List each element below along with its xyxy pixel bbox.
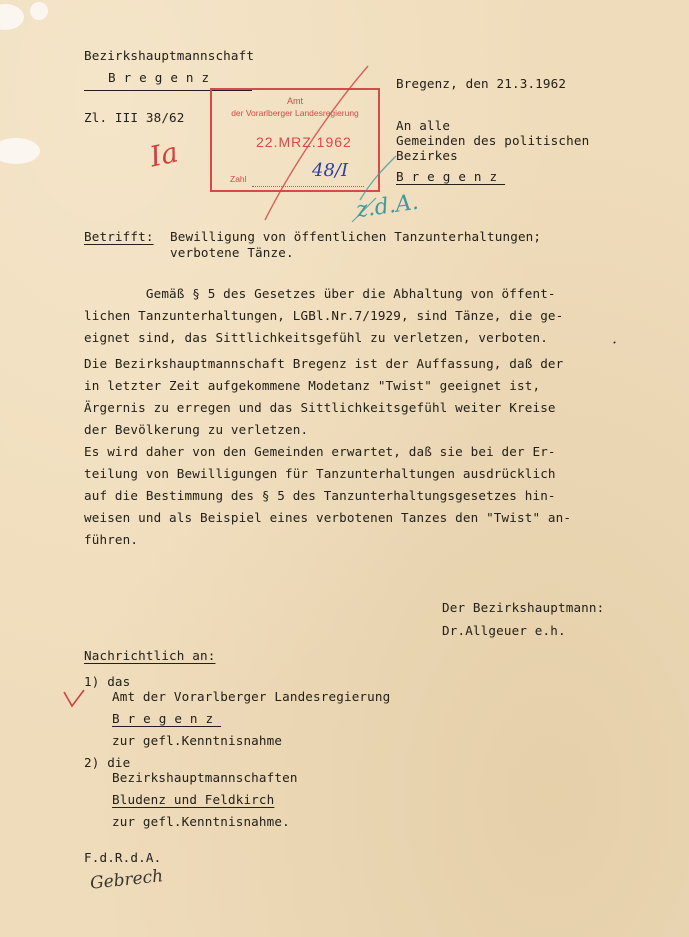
sender-office: Bezirkshauptmannschaft — [84, 48, 255, 63]
copy-2-places: Bludenz und Feldkirch — [112, 792, 275, 807]
copy-1-city: Bregenz — [112, 711, 222, 726]
stamp-office: Amt — [286, 96, 303, 106]
body-line: in letzter Zeit aufgekommene Modetanz "Twist" geeignet ist, — [84, 378, 541, 393]
recipient-line2: Gemeinden des politischen — [396, 133, 590, 148]
body-line: Ärgernis zu erregen und das Sittlichkeitsgefühl weiter Kreise — [84, 400, 556, 415]
copy-1-number: 1) das — [84, 674, 131, 689]
recipient-line1: An alle — [396, 118, 451, 133]
handwritten-mark-ia: Ia — [146, 135, 181, 174]
footer-certification: F.d.R.d.A. — [84, 850, 162, 865]
body-line: Es wird daher von den Gemeinden erwartet, daß sie bei der Er- — [84, 444, 556, 459]
recipient-line3: Bezirkes — [396, 148, 458, 163]
body-line: der Bevölkerung zu verletzen. — [84, 422, 309, 437]
copy-2-line1: Bezirkshauptmannschaften — [112, 770, 298, 785]
body-line: teilung von Bewilligungen für Tanzunterhaltungen ausdrücklich — [84, 466, 556, 481]
file-reference: Zl. III 38/62 — [84, 110, 185, 125]
subject-line1: Bewilligung von öffentlichen Tanzunterhaltungen; — [170, 229, 542, 244]
body-paragraph-1 — [84, 283, 563, 349]
body-line: eignet sind, das Sittlichkeitsgefühl zu verletzen, verboten. — [84, 330, 548, 345]
signoff-title: Der Bezirkshauptmann: — [442, 600, 605, 615]
recipient-city: Bregenz — [396, 169, 506, 184]
stamp-zahl-label: Zahl — [230, 174, 247, 184]
body-line: weisen und als Beispiel eines verbotenen Tanzes den "Twist" an- — [84, 510, 572, 525]
handwritten-signature: Gebrech — [89, 866, 165, 894]
sender-city: Bregenz — [108, 70, 218, 85]
stamp-office-name: der Vorarlberger Landesregierung — [231, 108, 359, 118]
date-line: Bregenz, den 21.3.1962 — [396, 76, 567, 91]
body-line: lichen Tanzunterhaltungen, LGBl.Nr.7/1929, sind Tänze, die ge- — [84, 308, 564, 323]
copy-2-number: 2) die — [84, 755, 131, 770]
body-paragraph-2 — [84, 353, 571, 551]
handwritten-zda-note: z.d.A. — [354, 189, 420, 224]
signoff-name: Dr.Allgeuer e.h. — [442, 623, 566, 638]
body-line: auf die Bestimmung des § 5 des Tanzunterhaltungsgesetzes hin- — [84, 488, 556, 503]
copy-1-note: zur gefl.Kenntnisnahme — [112, 733, 283, 748]
stamp-zahl-value: 48/I — [312, 160, 349, 181]
subject-label: Betrifft: — [84, 229, 154, 244]
body-line: führen. — [84, 532, 139, 547]
copy-1-line1: Amt der Vorarlberger Landesregierung — [112, 689, 391, 704]
subject-line2: verbotene Tänze. — [170, 245, 294, 260]
body-line: Gemäß § 5 des Gesetzes über die Abhaltung von öffent- — [84, 286, 556, 301]
body-line: Die Bezirkshauptmannschaft Bregenz ist der Auffassung, daß der — [84, 356, 564, 371]
stamp-date: 22.MRZ.1962 — [256, 134, 352, 150]
copies-heading: Nachrichtlich an: — [84, 648, 216, 663]
copy-2-note: zur gefl.Kenntnisnahme. — [112, 814, 290, 829]
